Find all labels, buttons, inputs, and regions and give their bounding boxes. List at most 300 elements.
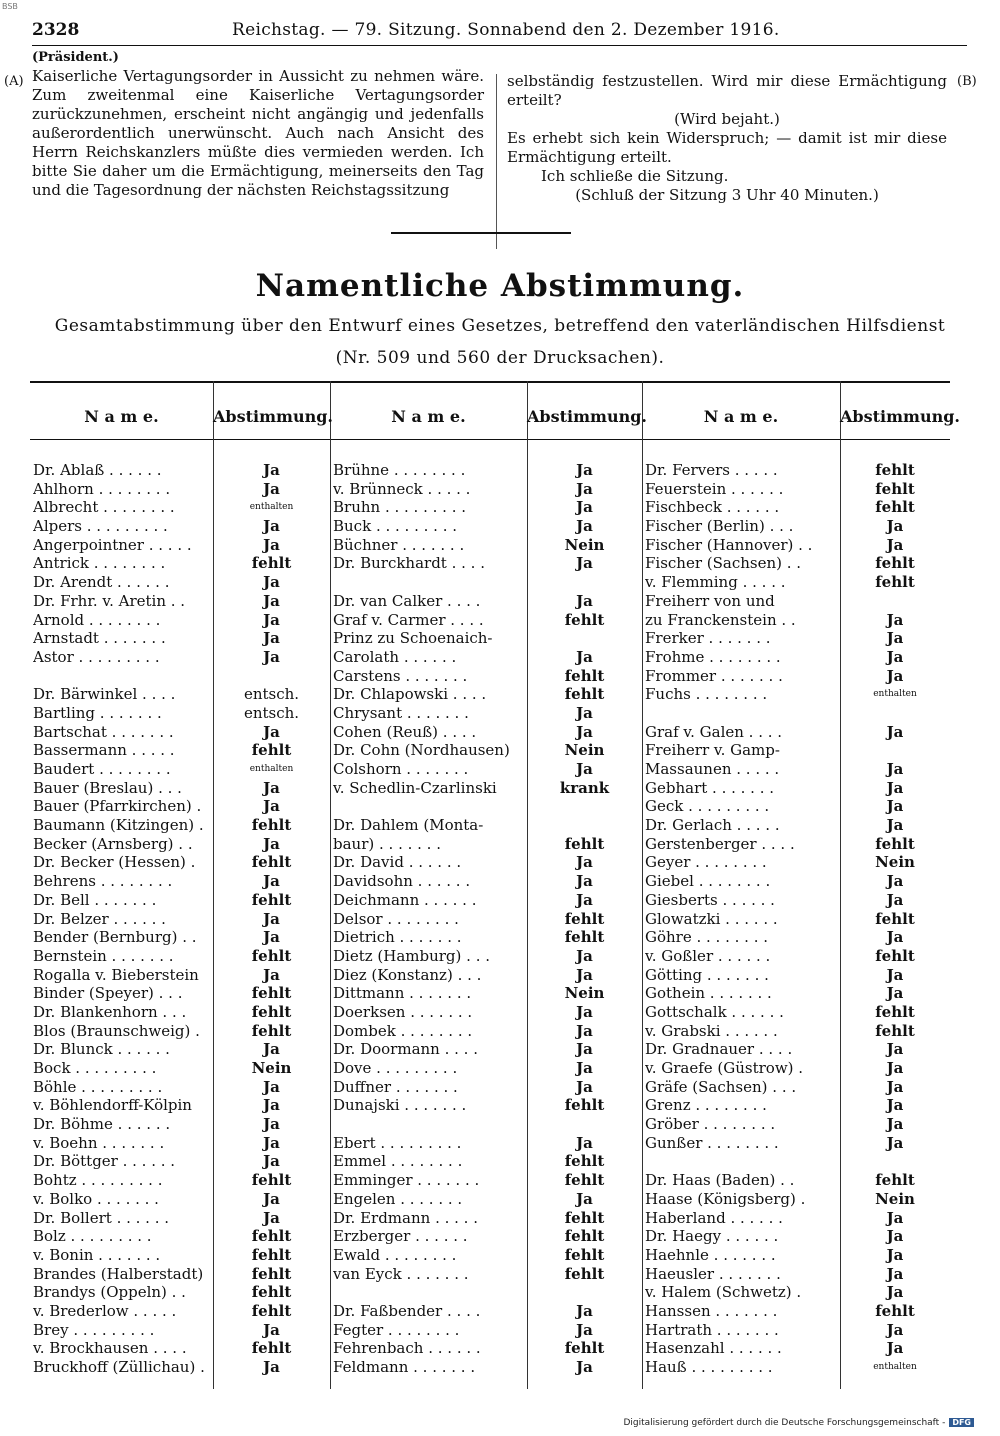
vote-value: Ja xyxy=(886,928,904,947)
table-row xyxy=(333,480,638,499)
table-row xyxy=(333,760,638,779)
table-row xyxy=(333,910,638,929)
table-row xyxy=(333,1003,638,1022)
vote-value: Ja xyxy=(886,778,904,797)
vote-value: Ja xyxy=(263,834,280,853)
table-row xyxy=(645,554,945,573)
table-header-rule xyxy=(30,439,950,440)
column-header-vote: Abstimmung. xyxy=(527,407,647,426)
table-row xyxy=(645,947,945,966)
table-row xyxy=(333,835,638,854)
vote-column-3 xyxy=(645,461,945,1377)
column-header-vote: Abstimmung. xyxy=(840,407,960,426)
table-row xyxy=(645,1339,945,1358)
table-row xyxy=(645,891,945,910)
vote-value: Ja xyxy=(886,1115,904,1134)
member-name: Bruckhoff (Züllichau) . xyxy=(33,1358,205,1376)
member-name: Delsor . . . . . . . . xyxy=(333,909,459,928)
table-row xyxy=(333,1358,638,1377)
member-name: Hasenzahl . . . . . . xyxy=(645,1339,782,1358)
table-row xyxy=(645,1283,945,1302)
vote-value: fehlt xyxy=(875,498,915,517)
table-row xyxy=(33,1171,328,1190)
table-row xyxy=(645,1190,945,1209)
table-row xyxy=(645,741,945,760)
vote-value: entsch. xyxy=(243,703,300,722)
table-row xyxy=(333,1022,638,1041)
member-name: Astor . . . . . . . . . xyxy=(33,647,160,666)
member-name: v. Graefe (Güstrow) . xyxy=(645,1059,804,1077)
vote-value: Ja xyxy=(886,984,904,1003)
table-row xyxy=(333,741,638,760)
vote-value: Ja xyxy=(576,1077,593,1096)
table-row xyxy=(645,704,945,723)
member-name: Bassermann . . . . . xyxy=(33,741,175,760)
member-name: Gunßer . . . . . . . . xyxy=(645,1133,779,1152)
table-row xyxy=(33,648,328,667)
vote-value: Ja xyxy=(886,1059,904,1077)
table-row xyxy=(333,611,638,630)
table-row xyxy=(33,629,328,648)
vote-value: Ja xyxy=(886,890,904,909)
vote-value: enthalten xyxy=(873,689,917,700)
table-row xyxy=(645,872,945,891)
vote-table xyxy=(30,381,960,1389)
vote-value: Ja xyxy=(886,1320,904,1339)
vote-value: Ja xyxy=(263,1096,280,1115)
table-row xyxy=(333,723,638,742)
vote-value: fehlt xyxy=(875,946,915,965)
table-row xyxy=(333,461,638,480)
vote-value: fehlt xyxy=(564,1208,605,1227)
table-row xyxy=(33,853,328,872)
vote-value: Ja xyxy=(886,535,904,554)
vote-value: Ja xyxy=(263,1133,280,1152)
vote-value: fehlt xyxy=(564,1227,605,1246)
member-name: Blos (Braunschweig) . xyxy=(33,1021,200,1040)
table-row xyxy=(33,872,328,891)
vote-value: Ja xyxy=(886,647,904,666)
vote-value: Ja xyxy=(886,1245,904,1264)
table-row xyxy=(33,1022,328,1041)
table-row xyxy=(645,1302,945,1321)
table-row xyxy=(645,1003,945,1022)
vote-value: Ja xyxy=(886,629,904,648)
table-row xyxy=(33,891,328,910)
table-row xyxy=(645,1022,945,1041)
table-row xyxy=(333,1209,638,1228)
table-row xyxy=(333,928,638,947)
member-name: baur) . . . . . . . xyxy=(333,834,441,853)
table-row xyxy=(645,1265,945,1284)
table-row xyxy=(33,835,328,854)
table-row xyxy=(645,629,945,648)
vote-value: Ja xyxy=(263,909,280,928)
vote-value: Ja xyxy=(886,1040,904,1059)
vote-value: Ja xyxy=(263,1189,280,1208)
table-row xyxy=(33,685,328,704)
vote-value: Nein xyxy=(564,741,605,760)
table-row xyxy=(33,1059,328,1078)
member-name: Fegter . . . . . . . . xyxy=(333,1320,460,1339)
table-row xyxy=(645,480,945,499)
member-name: Bender (Bernburg) . . xyxy=(33,928,197,947)
table-row xyxy=(33,1209,328,1228)
table-row xyxy=(333,1115,638,1134)
vote-value: Ja xyxy=(263,1358,280,1376)
member-name: Dr. Arendt . . . . . . xyxy=(33,573,170,592)
table-row xyxy=(333,853,638,872)
member-name: Gottschalk . . . . . . xyxy=(645,1002,784,1021)
member-name: Dr. Fervers . . . . . xyxy=(645,461,778,479)
member-name: Büchner . . . . . . . xyxy=(333,535,465,554)
vote-value: fehlt xyxy=(875,461,915,479)
member-name: Dr. Frhr. v. Aretin . . xyxy=(33,591,186,610)
footer-credit: Digitalisierung gefördert durch die Deutsche Forschungsgemeinschaft - xyxy=(623,1418,946,1428)
member-name: Dr. Gerlach . . . . . xyxy=(645,816,780,835)
table-row xyxy=(333,1152,638,1171)
table-row xyxy=(33,592,328,611)
member-name: Rogalla v. Bieberstein xyxy=(33,965,199,984)
library-watermark: BSB xyxy=(2,2,18,11)
member-name: Brey . . . . . . . . . xyxy=(33,1320,155,1339)
vote-value: Ja xyxy=(263,535,280,554)
table-row xyxy=(333,1339,638,1358)
vote-value: Ja xyxy=(576,965,593,984)
member-name: Giebel . . . . . . . . xyxy=(645,872,771,891)
intro-right-paragraph-5: (Schluß der Sitzung 3 Uhr 40 Minuten.) xyxy=(575,186,879,204)
member-name: Dr. Haegy . . . . . . xyxy=(645,1227,779,1246)
table-row xyxy=(33,1115,328,1134)
vote-value: fehlt xyxy=(875,1301,915,1320)
table-row xyxy=(33,1096,328,1115)
member-name: Prinz zu Schoenaich- xyxy=(333,629,493,648)
table-row xyxy=(645,910,945,929)
table-row xyxy=(645,797,945,816)
member-name: Dr. Doormann . . . . xyxy=(333,1040,478,1059)
member-name: v. Goßler . . . . . . xyxy=(645,946,771,965)
member-name: Doerksen . . . . . . . xyxy=(333,1002,473,1021)
vote-value: Ja xyxy=(576,1320,593,1339)
member-name: v. Brockhausen . . . . xyxy=(33,1339,187,1358)
table-row xyxy=(33,928,328,947)
column-divider xyxy=(496,74,497,249)
vote-value: Ja xyxy=(263,629,280,648)
vote-value: fehlt xyxy=(251,554,292,573)
member-name: Dr. Erdmann . . . . . xyxy=(333,1208,478,1227)
vote-value: fehlt xyxy=(251,1171,292,1190)
member-name: Bernstein . . . . . . . xyxy=(33,946,174,965)
vote-value: entsch. xyxy=(243,685,300,704)
member-name: Gothein . . . . . . . xyxy=(645,984,772,1003)
member-name: v. Brünneck . . . . . xyxy=(333,479,471,498)
vote-value: fehlt xyxy=(251,1301,292,1320)
member-name: Fischer (Sachsen) . . xyxy=(645,554,802,573)
vote-value: Ja xyxy=(576,1189,593,1208)
vote-value: fehlt xyxy=(251,853,292,872)
table-row xyxy=(645,1115,945,1134)
table-row xyxy=(333,872,638,891)
table-row xyxy=(333,704,638,723)
table-row xyxy=(645,1078,945,1097)
member-name: v. Schedlin-Czarlinski xyxy=(333,778,497,797)
table-row xyxy=(333,592,638,611)
table-row xyxy=(33,667,328,686)
member-name: Ahlhorn . . . . . . . . xyxy=(33,479,171,498)
vote-value: fehlt xyxy=(875,1002,915,1021)
vote-value: Ja xyxy=(263,573,280,592)
vote-value: Nein xyxy=(564,535,605,554)
table-row xyxy=(33,966,328,985)
member-name: Bohtz . . . . . . . . . xyxy=(33,1171,163,1190)
table-row xyxy=(333,779,638,798)
vote-value: Ja xyxy=(886,610,904,629)
table-row xyxy=(33,816,328,835)
table-row xyxy=(645,928,945,947)
member-name: Glowatzki . . . . . . xyxy=(645,909,778,928)
vote-value: enthalten xyxy=(249,502,294,513)
member-name: Duffner . . . . . . . xyxy=(333,1077,458,1096)
table-row xyxy=(33,1152,328,1171)
table-row xyxy=(333,1283,638,1302)
vote-value: fehlt xyxy=(251,1021,292,1040)
table-row xyxy=(33,1283,328,1302)
table-row xyxy=(33,910,328,929)
header-rule xyxy=(32,45,967,46)
member-name: Dr. Bärwinkel . . . . xyxy=(33,685,176,704)
member-name: Brandys (Oppeln) . . xyxy=(33,1283,186,1302)
vote-value: Ja xyxy=(886,1264,904,1283)
table-row xyxy=(333,1302,638,1321)
vote-value: fehlt xyxy=(564,1245,605,1264)
member-name: v. Bolko . . . . . . . xyxy=(33,1189,159,1208)
member-name: v. Flemming . . . . . xyxy=(645,573,786,592)
table-row xyxy=(333,891,638,910)
table-row xyxy=(645,611,945,630)
table-row xyxy=(33,1358,328,1377)
member-name: Cohen (Reuß) . . . . xyxy=(333,722,477,741)
member-name: Bauer (Breslau) . . . xyxy=(33,778,182,797)
vote-value: Ja xyxy=(263,1152,280,1171)
member-name: Graf v. Carmer . . . . xyxy=(333,610,484,629)
vote-value: Ja xyxy=(886,1133,904,1152)
table-row xyxy=(333,667,638,686)
member-name: Gebhart . . . . . . . xyxy=(645,778,775,797)
vote-value: Ja xyxy=(576,853,593,872)
vote-value: Ja xyxy=(263,965,280,984)
vote-value: Ja xyxy=(263,1208,280,1227)
vote-value: fehlt xyxy=(251,946,292,965)
vote-value: Ja xyxy=(576,554,593,573)
member-name: Grenz . . . . . . . . xyxy=(645,1096,767,1115)
table-row xyxy=(33,517,328,536)
vote-column-1 xyxy=(33,461,328,1377)
vote-value: fehlt xyxy=(251,1245,292,1264)
member-name: Geck . . . . . . . . . xyxy=(645,797,770,816)
table-row xyxy=(333,536,638,555)
vote-value: Ja xyxy=(576,1358,593,1376)
member-name: Baumann (Kitzingen) . xyxy=(33,816,204,835)
member-name: Haase (Königsberg) . xyxy=(645,1189,806,1208)
table-row xyxy=(33,704,328,723)
member-name: Dr. Gradnauer . . . . xyxy=(645,1040,793,1059)
member-name: Binder (Speyer) . . . xyxy=(33,984,183,1003)
member-name: Albrecht . . . . . . . . xyxy=(33,498,175,517)
table-row xyxy=(33,573,328,592)
vote-value: fehlt xyxy=(564,834,605,853)
member-name: Dr. Belzer . . . . . . xyxy=(33,909,166,928)
vote-value: Ja xyxy=(886,760,904,778)
table-row xyxy=(33,554,328,573)
member-name: Ebert . . . . . . . . . xyxy=(333,1133,462,1152)
member-name: Feldmann . . . . . . . xyxy=(333,1358,476,1376)
vote-value: Ja xyxy=(263,797,280,816)
table-row xyxy=(645,648,945,667)
member-name: Fischbeck . . . . . . xyxy=(645,498,780,517)
table-row xyxy=(333,1171,638,1190)
table-row xyxy=(645,1246,945,1265)
vote-value: Ja xyxy=(263,647,280,666)
member-name: Bartling . . . . . . . xyxy=(33,703,162,722)
member-name: Brühne . . . . . . . . xyxy=(333,461,466,479)
table-row xyxy=(333,685,638,704)
table-row xyxy=(33,1246,328,1265)
vote-value: Ja xyxy=(576,479,593,498)
vote-value: fehlt xyxy=(564,1264,605,1283)
member-name: Dove . . . . . . . . . xyxy=(333,1059,458,1077)
table-row xyxy=(333,1265,638,1284)
table-row xyxy=(333,517,638,536)
vote-value: Ja xyxy=(263,1077,280,1096)
table-row xyxy=(645,685,945,704)
member-name: Hauß . . . . . . . . . xyxy=(645,1358,773,1376)
vote-value: Ja xyxy=(576,1021,593,1040)
vote-value: fehlt xyxy=(564,1096,605,1115)
table-row xyxy=(333,1134,638,1153)
vote-value: Ja xyxy=(576,647,593,666)
member-name: Dr. Haas (Baden) . . xyxy=(645,1171,795,1190)
table-row xyxy=(33,1302,328,1321)
vote-value: krank xyxy=(559,778,610,797)
vote-value: Ja xyxy=(263,1040,280,1059)
table-row xyxy=(645,517,945,536)
member-name: Feuerstein . . . . . . xyxy=(645,479,784,498)
member-name: Carstens . . . . . . . xyxy=(333,666,468,685)
table-row xyxy=(645,667,945,686)
vote-value: Nein xyxy=(251,1059,292,1077)
table-row xyxy=(333,1059,638,1078)
member-name: Bauer (Pfarrkirchen) . xyxy=(33,797,202,816)
member-name: Fehrenbach . . . . . . xyxy=(333,1339,481,1358)
table-row xyxy=(333,797,638,816)
member-name: Chrysant . . . . . . . xyxy=(333,703,469,722)
table-row xyxy=(33,741,328,760)
table-row xyxy=(645,1134,945,1153)
vote-value: Ja xyxy=(576,461,593,479)
member-name: Dr. Bollert . . . . . . xyxy=(33,1208,170,1227)
member-name: Haberland . . . . . . xyxy=(645,1208,783,1227)
member-name: Behrens . . . . . . . . xyxy=(33,872,173,891)
vote-value: Ja xyxy=(886,722,904,741)
intro-left-column xyxy=(32,48,484,200)
table-row xyxy=(33,723,328,742)
table-row xyxy=(645,966,945,985)
vote-value: Ja xyxy=(263,1115,280,1134)
table-row xyxy=(645,1358,945,1377)
intro-right-paragraph-4: Ich schließe die Sitzung. xyxy=(541,167,729,185)
table-row xyxy=(645,816,945,835)
vote-value: Ja xyxy=(576,591,593,610)
column-header-name: N a m e. xyxy=(391,407,466,426)
member-name: Dr. van Calker . . . . xyxy=(333,591,481,610)
vote-value: fehlt xyxy=(564,666,605,685)
table-row xyxy=(645,835,945,854)
vote-value: Nein xyxy=(564,984,605,1003)
page-footer xyxy=(623,1418,974,1428)
member-name: Emminger . . . . . . . xyxy=(333,1171,480,1190)
table-row xyxy=(645,723,945,742)
vote-value: Ja xyxy=(576,890,593,909)
column-header-vote: Abstimmung. xyxy=(213,407,333,426)
member-name: Dr. Blankenhorn . . . xyxy=(33,1002,187,1021)
member-name: Baudert . . . . . . . . xyxy=(33,760,171,778)
member-name: Haehnle . . . . . . . xyxy=(645,1245,776,1264)
member-name: Dr. Böhme . . . . . . xyxy=(33,1115,171,1134)
member-name: Brandes (Halberstadt) xyxy=(33,1264,204,1283)
vote-value: Ja xyxy=(263,517,280,536)
vote-value: fehlt xyxy=(875,554,915,573)
table-row xyxy=(645,592,945,611)
member-name: v. Böhlendorff-Kölpin xyxy=(33,1096,192,1115)
table-row xyxy=(645,573,945,592)
table-divider xyxy=(330,381,331,1389)
member-name: v. Boehn . . . . . . . xyxy=(33,1133,165,1152)
running-title: Reichstag. — 79. Sitzung. Sonnabend den 2. Dezember 1916. xyxy=(232,20,780,40)
table-row xyxy=(333,947,638,966)
vote-value: Ja xyxy=(576,517,593,536)
vote-value: Ja xyxy=(576,1133,593,1152)
vote-value: fehlt xyxy=(875,573,915,592)
member-name: Freiherr von und xyxy=(645,591,775,610)
vote-value: fehlt xyxy=(564,1339,605,1358)
table-row xyxy=(333,1096,638,1115)
table-row xyxy=(645,1321,945,1340)
section-title: Namentliche Abstimmung. xyxy=(255,268,745,304)
member-name: Dr. Becker (Hessen) . xyxy=(33,853,196,872)
vote-value: fehlt xyxy=(251,816,292,835)
vote-value: fehlt xyxy=(564,1171,605,1190)
member-name: Hartrath . . . . . . . xyxy=(645,1320,779,1339)
vote-value: fehlt xyxy=(564,909,605,928)
section-subtitle: Gesamtabstimmung über den Entwurf eines Gesetzes, betreffend den vaterländischen Hilfsdienst xyxy=(54,316,946,336)
vote-value: fehlt xyxy=(251,1283,292,1302)
vote-value: Ja xyxy=(886,1077,904,1096)
vote-value: fehlt xyxy=(875,479,915,498)
page-number: 2328 xyxy=(32,20,80,40)
table-row xyxy=(333,1078,638,1097)
member-name: Dr. Cohn (Nordhausen) xyxy=(333,741,510,760)
table-row xyxy=(33,498,328,517)
member-name: Fuchs . . . . . . . . xyxy=(645,685,768,704)
vote-value: fehlt xyxy=(251,741,292,760)
table-row xyxy=(645,760,945,779)
member-name: Erzberger . . . . . . xyxy=(333,1227,468,1246)
member-name: Antrick . . . . . . . . xyxy=(33,554,166,573)
vote-value: Ja xyxy=(263,1320,280,1339)
table-row xyxy=(333,966,638,985)
member-name: Diez (Konstanz) . . . xyxy=(333,965,482,984)
vote-value: Ja xyxy=(576,498,593,517)
